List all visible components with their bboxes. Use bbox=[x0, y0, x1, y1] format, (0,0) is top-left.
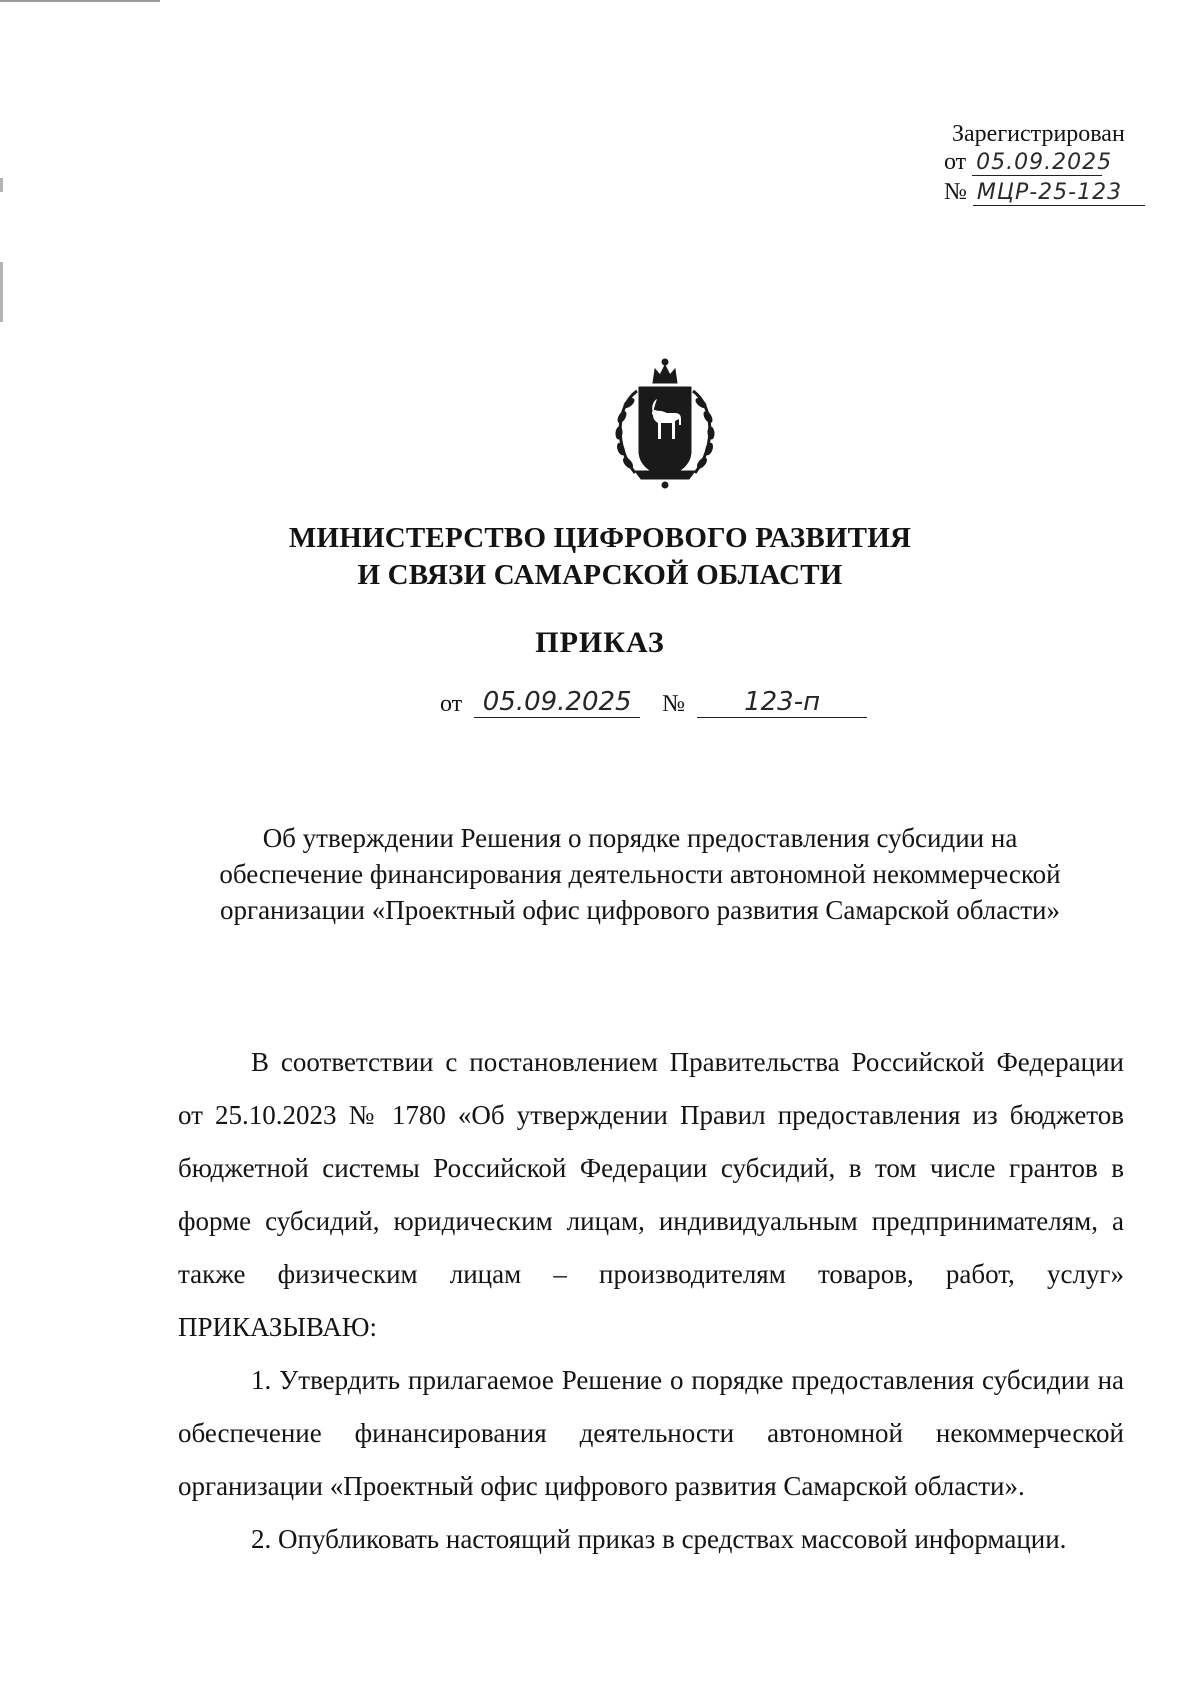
coat-of-arms-emblem bbox=[595, 355, 735, 495]
order-item-2: 2. Опубликовать настоящий приказ в средствах массовой информации. bbox=[251, 1524, 1067, 1554]
order-date-handwritten: 05.09.2025 bbox=[474, 687, 640, 718]
order-number-prefix: № bbox=[662, 691, 686, 717]
ministry-heading-line-2: И СВЯЗИ САМАРСКОЙ ОБЛАСТИ bbox=[357, 559, 843, 591]
registration-date-handwritten: 05.09.2025 bbox=[972, 151, 1102, 176]
order-date-number-line bbox=[440, 687, 940, 718]
order-subject-line-3: организации «Проектный офис цифрового развития Самарской области» bbox=[220, 895, 1060, 925]
order-preamble: В соответствии с постановлением Правительства Российской Федерации от 25.10.2023 № 1780 «Об утверждении Правил предоставления из бюджетов бюджетной системы Российской Федерации субсидий, в том числе грантов в форме субсидий, юридическим лицам, индивидуальным предпринимателям, а также физическим лицам – производителям товаров, работ, услуг» ПРИКАЗЫВАЮ: bbox=[178, 1047, 1124, 1342]
scan-edge-mark bbox=[0, 178, 3, 192]
registration-stamp bbox=[944, 120, 1164, 208]
order-title: ПРИКАЗ bbox=[535, 626, 665, 659]
order-subject-line-1: Об утверждении Решения о порядке предоставления субсидии на bbox=[262, 823, 1018, 853]
order-item-1: 1. Утвердить прилагаемое Решение о порядке предоставления субсидии на обеспечение финансирования деятельности автономной некоммерческой организации «Проектный офис цифрового развития Самарской области». bbox=[178, 1365, 1124, 1501]
order-subject-line-2: обеспечение финансирования деятельности автономной некоммерческой bbox=[219, 859, 1061, 889]
scan-artifact-line bbox=[0, 0, 160, 2]
scan-edge-mark bbox=[0, 262, 3, 322]
ministry-heading bbox=[0, 520, 1200, 594]
registration-title: Зарегистрирован bbox=[952, 121, 1125, 147]
registration-number-line bbox=[944, 178, 1164, 208]
order-subject bbox=[200, 820, 1080, 928]
registration-number-prefix: № bbox=[944, 179, 967, 205]
registration-date-line bbox=[944, 148, 1164, 178]
order-date-prefix: от bbox=[440, 691, 463, 717]
order-body bbox=[178, 1036, 1124, 1566]
registration-number-handwritten: МЦР-25-123 bbox=[973, 181, 1145, 206]
registration-date-prefix: от bbox=[944, 149, 967, 175]
ministry-heading-line-1: МИНИСТЕРСТВО ЦИФРОВОГО РАЗВИТИЯ bbox=[288, 522, 912, 554]
order-number-handwritten: 123-п bbox=[697, 687, 867, 718]
